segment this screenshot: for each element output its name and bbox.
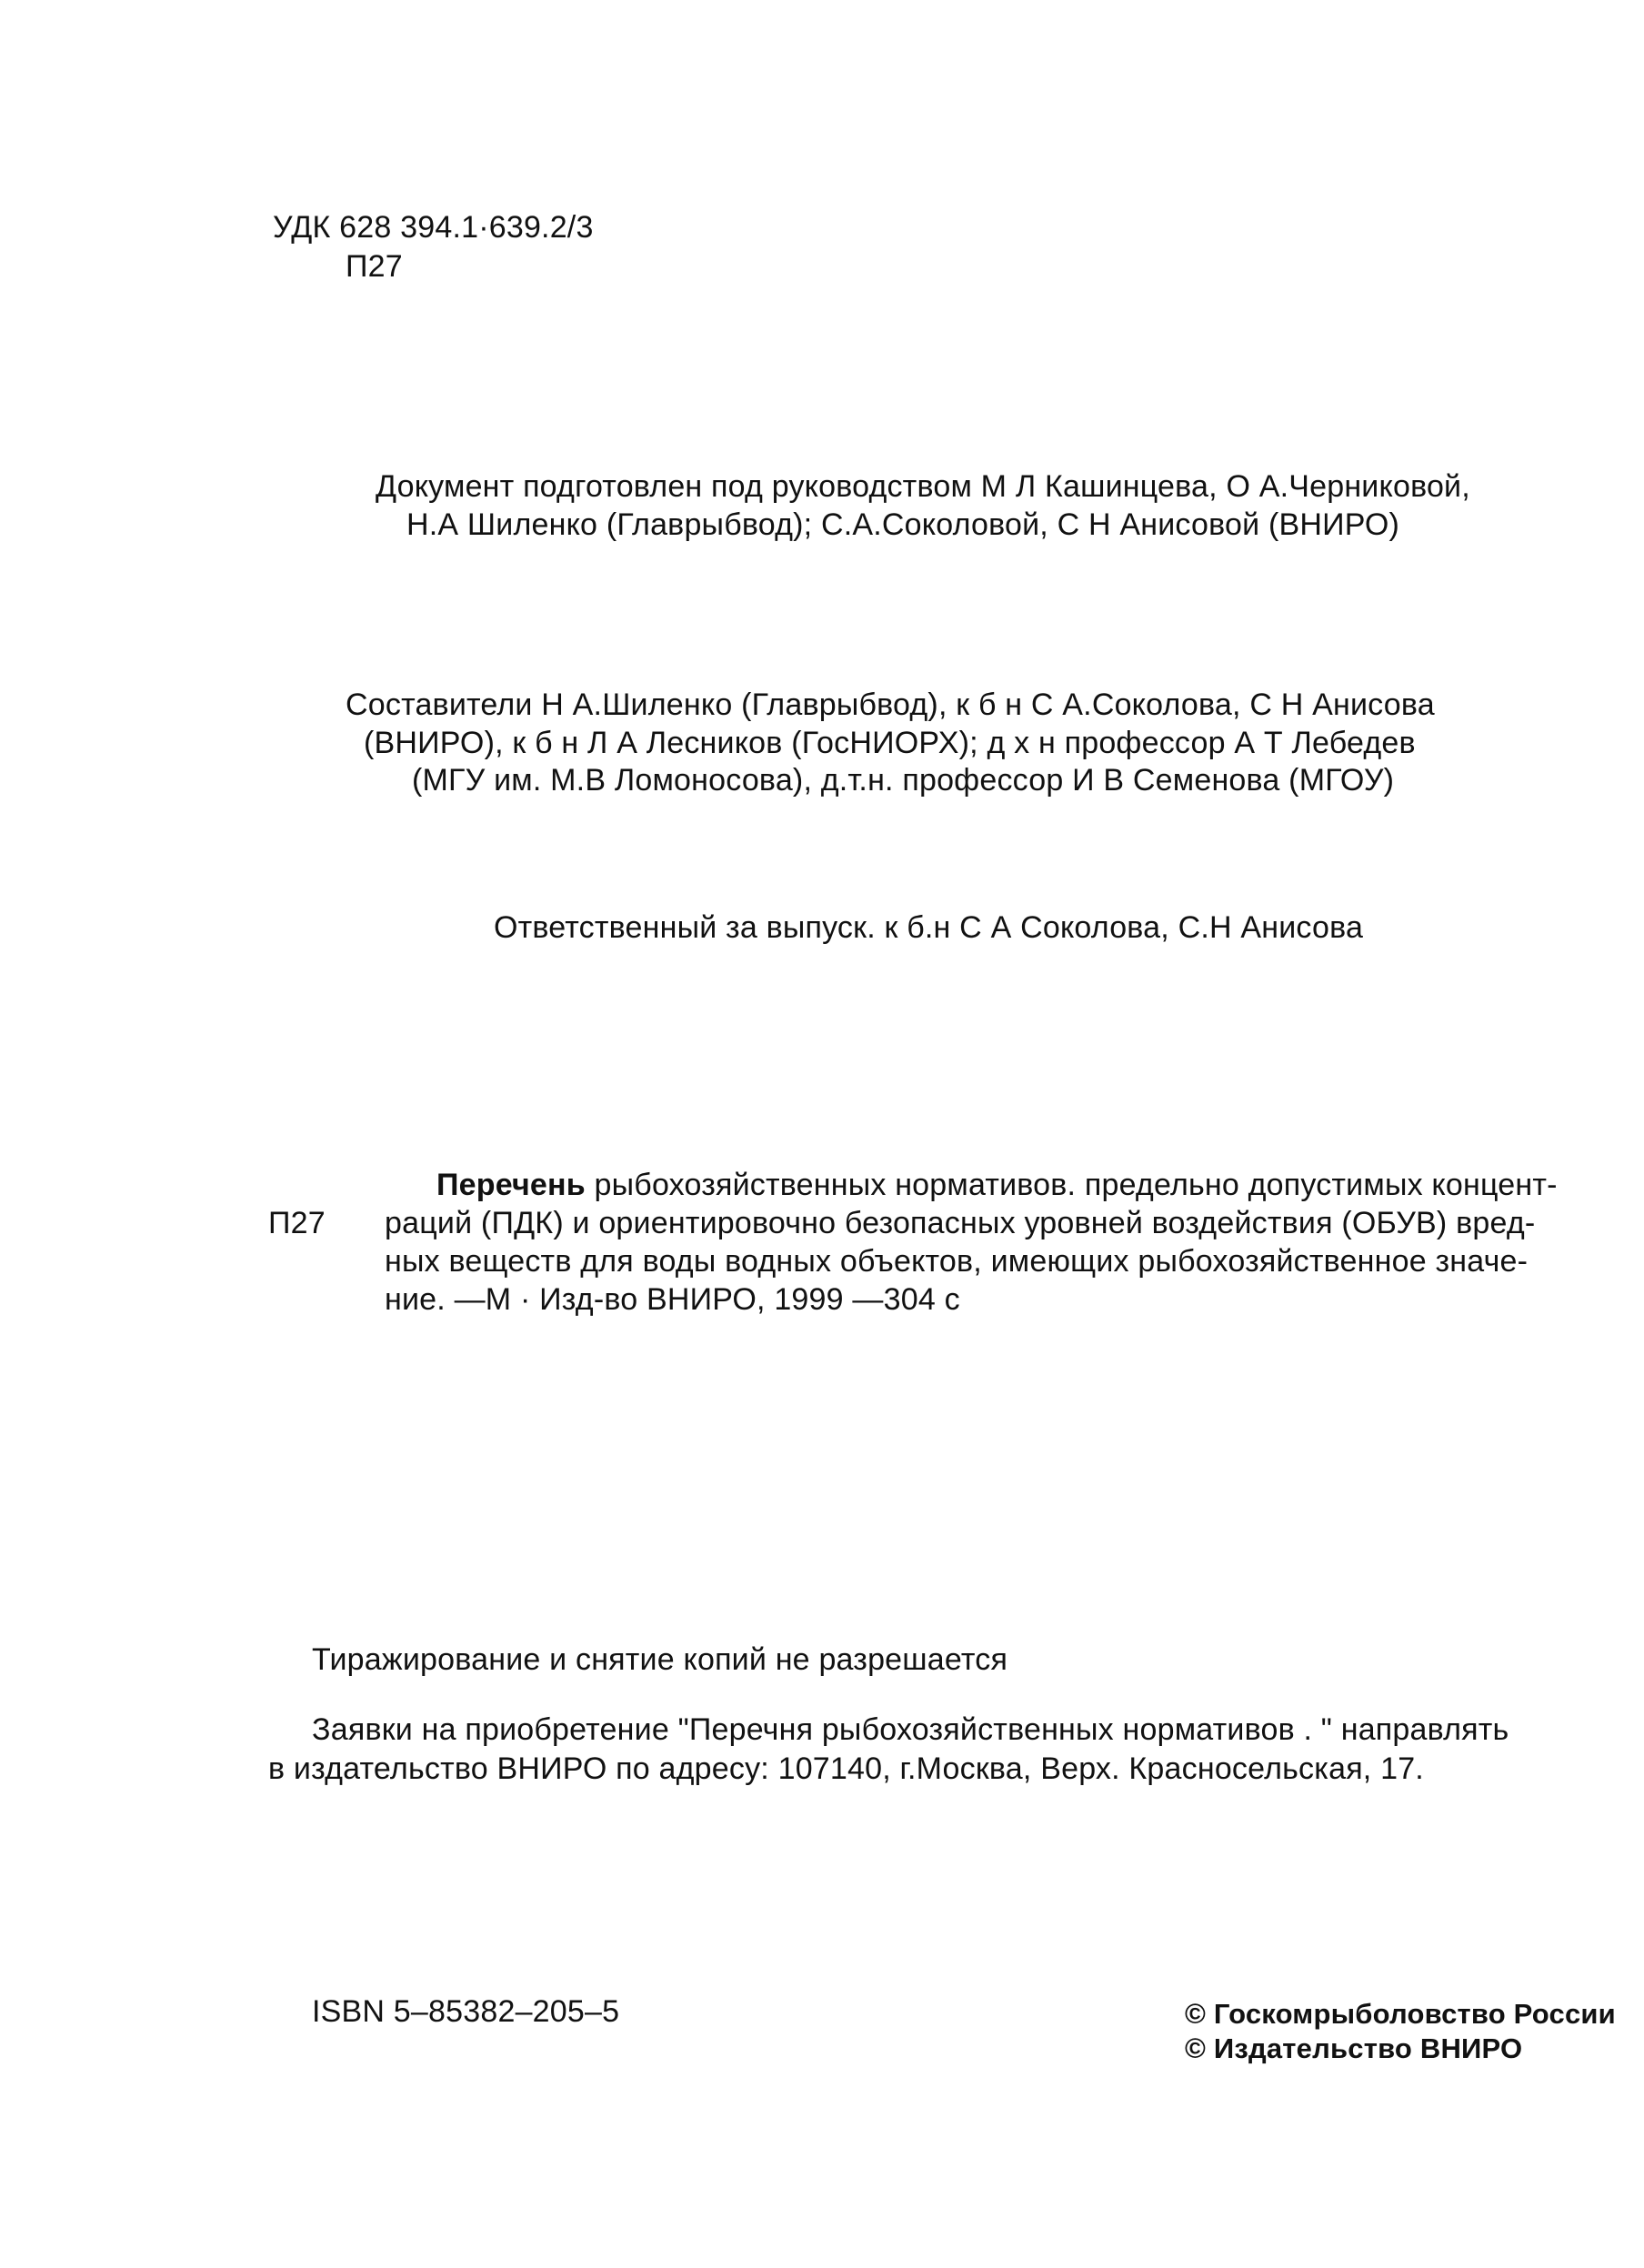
isbn: ISBN 5–85382–205–5 <box>312 1994 620 2029</box>
orders-line-1: Заявки на приобретение "Перечня рыбохозяйственных нормативов . " направлять <box>312 1712 1509 1747</box>
copy-notice: Тиражирование и снятие копий не разрешается <box>312 1642 1008 1677</box>
copyright-line-1 <box>1185 1996 1616 2032</box>
prepared-by-line-2: Н.А Шиленко (Главрыбвод); С.А.Соколовой, С Н Анисовой (ВНИРО) <box>406 507 1400 542</box>
copyright-holder-1: Госкомрыболовство России <box>1213 1998 1616 2030</box>
responsible-line: Ответственный за выпуск. к б.н С А Соколова, С.Н Анисова <box>494 910 1364 945</box>
prepared-by-line-1: Документ подготовлен под руководством М Л Кашинцева, О А.Черниковой, <box>376 469 1470 504</box>
compilers-line-1: Составители Н А.Шиленко (Главрыбвод), к б н С А.Соколова, С Н Анисова <box>346 687 1435 722</box>
catalog-index: П27 <box>268 1206 326 1240</box>
catalog-line-3: ных веществ для воды водных объектов, имеющих рыбохозяйственное значе- <box>385 1244 1529 1279</box>
copyright-holder-2: Издательство ВНИРО <box>1213 2032 1523 2064</box>
catalog-line-1 <box>436 1167 1558 1203</box>
catalog-line-1-rest: рыбохозяйственных нормативов. предельно допустимых концент- <box>585 1168 1558 1202</box>
copyright-line-2 <box>1185 2031 1522 2067</box>
catalog-line-4: ние. —М · Изд-во ВНИРО, 1999 —304 с <box>385 1282 960 1317</box>
compilers-line-2: (ВНИРО), к б н Л А Лесников (ГосНИОРХ); д х н профессор А Т Лебедев <box>364 726 1416 760</box>
catalog-title-word: Перечень <box>436 1168 586 1202</box>
copyright-mark-1: © <box>1185 1998 1207 2030</box>
udk-code: УДК 628 394.1·639.2/3 <box>273 210 594 245</box>
catalog-line-2: раций (ПДК) и ориентировочно безопасных уровней воздействия (ОБУВ) вред- <box>385 1206 1536 1240</box>
orders-line-2: в издательство ВНИРО по адресу: 107140, г.Москва, Верх. Красносельская, 17. <box>268 1751 1424 1786</box>
copyright-mark-2: © <box>1185 2032 1207 2064</box>
compilers-line-3: (МГУ им. М.В Ломоносова), д.т.н. профессор И В Семенова (МГОУ) <box>412 763 1395 798</box>
udk-index: П27 <box>346 249 403 284</box>
